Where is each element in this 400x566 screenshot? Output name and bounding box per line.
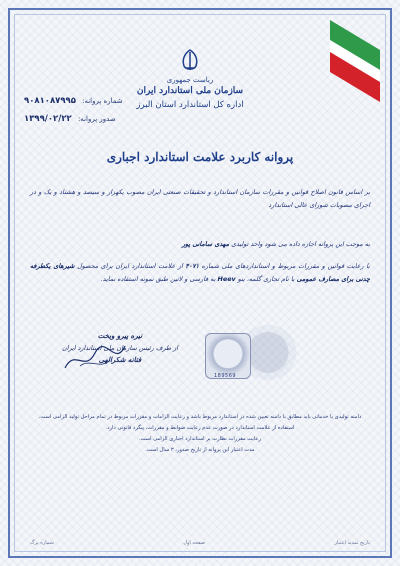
- signer-role: از طرف رئیس سازمان ملی استاندارد ایران: [62, 344, 178, 352]
- certificate-title: پروانه کاربرد علامت استاندارد اجباری: [106, 150, 294, 164]
- issue-date-label: صدور پروانه:: [77, 115, 116, 123]
- closing-text: به فارسی و لاتین طبق نمونه استفاده نماید.: [100, 275, 216, 283]
- standard-text: با رعایت قوانین و مقررات مربوط و استانداردهای ملی شماره: [201, 262, 370, 270]
- permission-text: به موجب این پروانه اجازه داده می شود واحد تولیدی: [231, 240, 370, 248]
- national-emblem-icon: [178, 48, 202, 74]
- signer-title: فتانه شکرالهی: [98, 356, 142, 364]
- permission-paragraph: [30, 238, 370, 251]
- iran-flag-icon: [320, 10, 390, 110]
- footer: [30, 540, 370, 546]
- brand-text: با نام تجاری گلمه، بنو: [237, 275, 295, 283]
- product-name: شیرهای یکطرفه چدنی برای مصارف عمومی: [30, 262, 370, 283]
- conditions-notes: [30, 412, 370, 456]
- stamp-serial: 189569: [214, 373, 237, 379]
- handwritten-signature: [60, 338, 130, 378]
- note-line: استفاده از علامت استاندارد در صورت عدم رعایت ضوابط و مقررات، پیگرد قانونی دارد.: [105, 425, 295, 431]
- producer-name: مهدی سامانی پور: [181, 240, 230, 248]
- product-paragraph: [30, 260, 370, 286]
- license-number: [24, 96, 123, 106]
- brand-name: Heev: [217, 275, 236, 283]
- issue-date-value: ۱۳۹۹/۰۲/۲۲: [24, 114, 72, 124]
- license-number-label: شماره پروانه:: [82, 97, 123, 105]
- footer-renewal-date: تاریخ تمدید اعتبار: [334, 540, 370, 546]
- note-line: دامنه تولیدی یا خدماتی باید مطابق با دامنه تعیین شده در استاندارد مربوط باشد و رعایت الزامات و مقررات مربوط در تمام مراحل تولید الزامی است.: [38, 414, 362, 420]
- mark-text: از علامت استاندارد ایران برای محصول: [77, 262, 183, 270]
- note-line: مدت اعتبار این پروانه از تاریخ صدور، ۳ سال است.: [145, 447, 255, 453]
- signer-name: نیره پیرو ویخت: [97, 332, 143, 340]
- issue-date: [24, 114, 116, 124]
- standard-number: ۴۰۷۱: [185, 262, 200, 270]
- footer-page: صفحه اول: [183, 540, 206, 546]
- header-organization: سازمان ملی استاندارد ایران: [136, 86, 244, 96]
- license-number-value: ۹۰۸۱۰۸۷۹۹۵: [24, 96, 76, 106]
- header-presidency: ریاست جمهوری: [166, 76, 214, 84]
- note-line: رعایت مقررات نظارت بر استاندارد اجباری الزامی است.: [138, 436, 261, 442]
- header-province-office: اداره کل استاندارد استان البرز: [136, 100, 244, 110]
- legal-basis-paragraph: بر اساس قانون اصلاح قوانین و مقررات سازمان استاندارد و تحقیقات صنعتی ایران مصوب یکهزار و سیصد و هشتاد و یک و در اجرای مصوبات شورای عالی استاندارد: [30, 188, 370, 209]
- footer-sheet-number: شماره برگ: [30, 540, 54, 546]
